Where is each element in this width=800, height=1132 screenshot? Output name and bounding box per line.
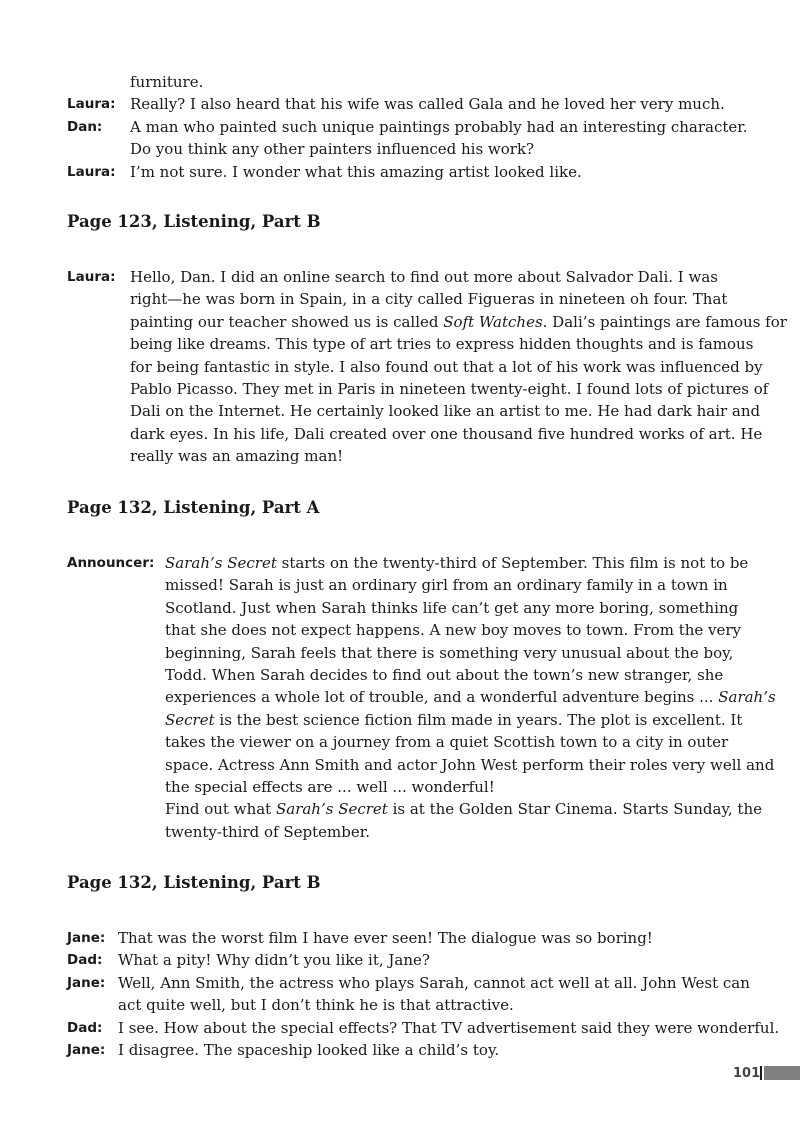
dialogue-text: Really? I also heard that his wife was called Gala and he loved her very much.	[130, 95, 725, 114]
dialogue-line	[67, 994, 735, 1016]
speaker-label: Jane:	[67, 1041, 106, 1058]
page-marker-bar	[764, 1066, 800, 1080]
title-italic: Soft Watches	[443, 312, 543, 331]
dialogue-line	[67, 927, 735, 949]
dialogue-line	[67, 949, 735, 971]
text-line: Scotland. Just when Sarah thinks life can’t get any more boring, something	[165, 598, 739, 617]
dialogue-text: I’m not sure. I wonder what this amazing artist looked like.	[130, 162, 582, 181]
dialogue-text: I disagree. The spaceship looked like a child’s toy.	[118, 1040, 500, 1059]
title-italic: Secret	[165, 710, 215, 729]
text-line: experiences a whole lot of trouble, and a wonderful adventure begins ... Sarah’s	[165, 688, 776, 707]
dialogue-line	[67, 138, 735, 160]
text-line: Sarah’s Secret starts on the twenty-third of September. This film is not to be	[165, 554, 749, 572]
text-line: twenty-third of September.	[165, 822, 371, 841]
dialogue-text: Do you think any other painters influenced his work?	[130, 140, 535, 159]
title-italic: Sarah’s	[718, 688, 776, 707]
monologue-text	[165, 552, 776, 843]
dialogue-text: act quite well, but I don’t think he is that attractive.	[118, 996, 514, 1015]
text-line: Todd. When Sarah decides to find out about the town’s new stranger, she	[165, 665, 724, 684]
section-heading: Page 132, Listening, Part A	[67, 498, 320, 517]
speaker-label: Announcer:	[67, 555, 155, 571]
speaker-label: Laura:	[67, 163, 116, 180]
text-line: beginning, Sarah feels that there is something very unusual about the boy,	[165, 643, 734, 662]
dialogue-text: furniture.	[130, 73, 204, 91]
speaker-label: Jane:	[67, 930, 106, 946]
text-line: really was an amazing man!	[130, 447, 344, 466]
dialogue-line	[67, 972, 750, 994]
dialogue-text: A man who painted such unique paintings probably had an interesting character.	[130, 117, 748, 136]
text-line: missed! Sarah is just an ordinary girl from an ordinary family in a town in	[165, 576, 728, 595]
speaker-label: Laura:	[67, 269, 116, 285]
monologue-text	[130, 266, 787, 468]
speaker-label: Dad:	[67, 952, 103, 969]
text-line: Dali on the Internet. He certainly looked like an artist to me. He had dark hair and	[130, 402, 761, 421]
section-heading: Page 132, Listening, Part B	[67, 873, 321, 892]
speaker-label: Dan:	[67, 118, 103, 135]
speaker-label: Dad:	[67, 1019, 103, 1036]
dialogue-text: Well, Ann Smith, the actress who plays Sarah, cannot act well at all. John West can	[118, 973, 750, 992]
text-line: being like dreams. This type of art tries to express hidden thoughts and is famous	[130, 335, 754, 354]
text-line: for being fantastic in style. I also found out that a lot of his work was influenced by	[130, 357, 763, 376]
text-line: Pablo Picasso. They met in Paris in nineteen twenty-eight. I found lots of pictures of	[130, 379, 769, 398]
text-line: space. Actress Ann Smith and actor John West perform their roles very well and	[165, 755, 775, 774]
speaker-label: Jane:	[67, 974, 106, 991]
dialogue-text: What a pity! Why didn’t you like it, Jane?	[118, 951, 430, 970]
speaker-label: Laura:	[67, 96, 116, 113]
section-heading: Page 123, Listening, Part B	[67, 212, 321, 231]
text-line: Find out what Sarah’s Secret is at the Golden Star Cinema. Starts Sunday, the	[165, 800, 762, 819]
dialogue-line	[67, 1039, 735, 1061]
dialogue-line	[67, 1017, 780, 1039]
text-line: that she does not expect happens. A new boy moves to town. From the very	[165, 621, 742, 640]
dialogue-text: That was the worst film I have ever seen! The dialogue was so boring!	[118, 929, 653, 947]
page-marker-divider	[760, 1066, 762, 1080]
title-italic: Sarah’s Secret	[275, 800, 388, 819]
text-line: Secret is the best science fiction film made in years. The plot is excellent. It	[165, 710, 743, 729]
dialogue-line	[67, 71, 735, 93]
dialogue-line	[67, 161, 735, 183]
dialogue-line	[67, 116, 748, 138]
text-line: painting our teacher showed us is called Soft Watches. Dali’s paintings are famous for	[130, 312, 787, 331]
intro-dialogue	[67, 71, 748, 183]
title-italic: Sarah’s Secret	[165, 554, 277, 572]
text-line: Hello, Dan. I did an online search to find out more about Salvador Dali. I was	[130, 268, 718, 286]
text-line: dark eyes. In his life, Dali created over one thousand five hundred works of art. He	[130, 424, 763, 443]
dialogue-line	[67, 93, 735, 115]
text-line: the special effects are ... well ... wonderful!	[165, 777, 495, 796]
text-line: right—he was born in Spain, in a city called Figueras in nineteen oh four. That	[130, 290, 728, 309]
dialogue-text: I see. How about the special effects? That TV advertisement said they were wonderful.	[118, 1018, 780, 1037]
text-line: takes the viewer on a journey from a quiet Scottish town to a city in outer	[165, 733, 729, 752]
page-number: 101	[733, 1066, 761, 1081]
section3-dialogue	[67, 927, 780, 1061]
